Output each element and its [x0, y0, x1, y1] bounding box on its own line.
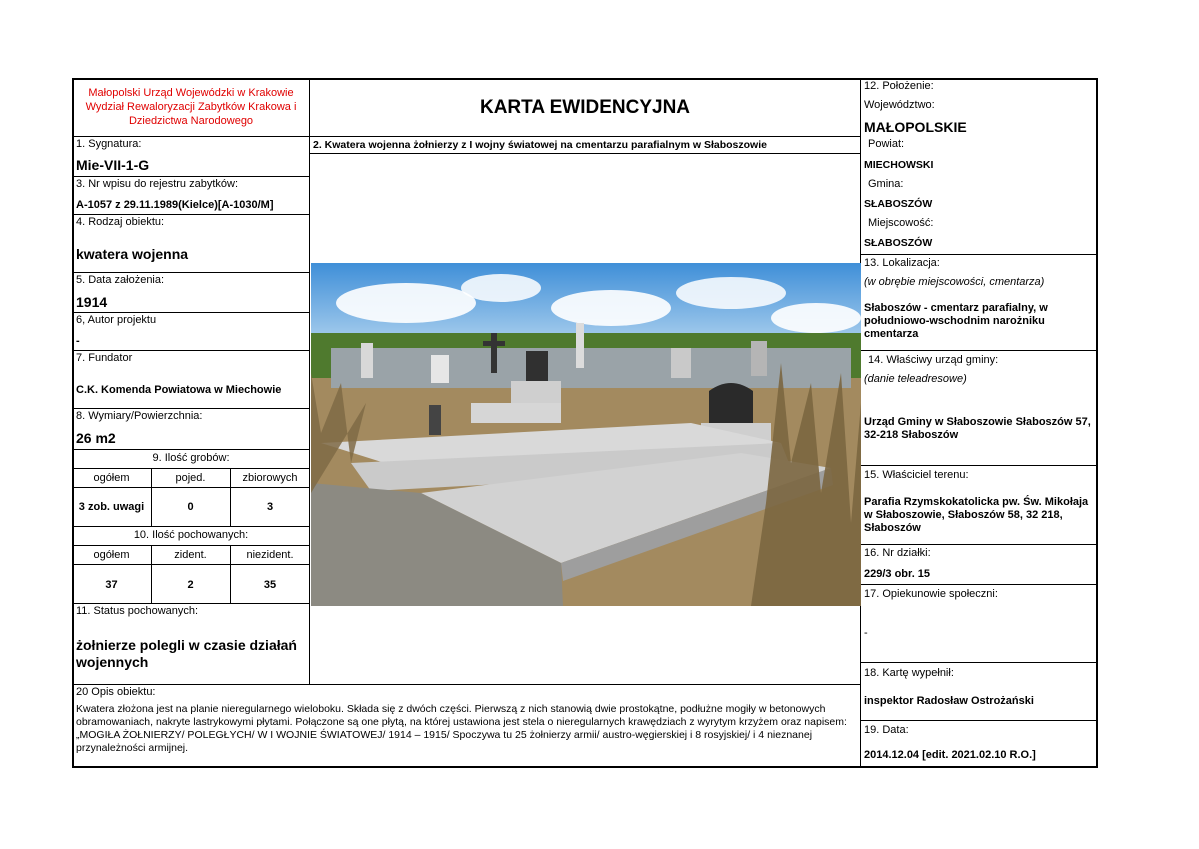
rodzaj-label: 4. Rodzaj obiektu:: [76, 216, 165, 228]
data-zalozenia-label: 5. Data założenia:: [76, 274, 165, 286]
divider: [72, 684, 860, 685]
pochowani-header: zident.: [174, 549, 207, 561]
divider: [72, 468, 310, 469]
pochowani-header: niezident.: [246, 549, 294, 561]
urzad-value: Urząd Gminy w Słaboszowie Słaboszów 57, 32-218 Słaboszów: [864, 416, 1091, 441]
lokalizacja-value: Słaboszów - cmentarz parafialny, w południowo-wschodnim narożniku cmentarza: [864, 302, 1048, 340]
dzialka-label: 16. Nr działki:: [864, 547, 931, 559]
sygnatura-label: 1. Sygnatura:: [76, 138, 142, 150]
office-name: Małopolski Urząd Wojewódzki w Krakowie Wydział Rewaloryzacji Zabytków Krakowa i Dziedzictwa Narodowego: [85, 87, 297, 127]
divider: [72, 312, 310, 313]
opis-label: 20 Opis obiektu:: [76, 686, 156, 698]
divider: [72, 350, 310, 351]
divider: [860, 662, 1098, 663]
divider: [72, 214, 310, 215]
divider: [72, 564, 310, 565]
lokalizacja-hint: (w obrębie miejscowości, cmentarza): [864, 276, 1045, 288]
pochowani-label: 10. Ilość pochowanych:: [133, 529, 249, 541]
nr-wpisu-value: A-1057 z 29.11.1989(Kielce)[A-1030/M]: [76, 199, 274, 211]
wojewodztwo-label: Województwo:: [864, 99, 935, 111]
wymiary-value: 26 m2: [76, 430, 116, 446]
wymiary-label: 8. Wymiary/Powierzchnia:: [76, 410, 203, 422]
pochowani-value: 2: [187, 579, 194, 591]
polozenie-label: 12. Położenie:: [864, 80, 934, 92]
divider: [72, 487, 310, 488]
wypelnil-label: 18. Kartę wypełnił:: [864, 667, 954, 679]
status-value: żołnierze polegli w czasie działań wojennych: [76, 637, 297, 670]
divider: [72, 603, 310, 604]
groby-value: 3: [266, 501, 274, 513]
nr-wpisu-label: 3. Nr wpisu do rejestru zabytków:: [76, 178, 239, 190]
miejscowosc-label: Miejscowość:: [868, 217, 934, 229]
wlasciciel-value: Parafia Rzymskokatolicka pw. Św. Mikołaja w Słaboszowie, Słaboszów 58, 32 218, Słaboszów: [864, 496, 1089, 534]
data-zalozenia-value: 1914: [76, 294, 108, 310]
urzad-hint: (danie teleadresowe): [864, 373, 967, 385]
pochowani-value: 35: [263, 579, 277, 591]
divider: [72, 176, 310, 177]
opiekunowie-label: 17. Opiekunowie społeczni:: [864, 588, 998, 600]
groby-header: zbiorowych: [242, 472, 298, 484]
divider: [860, 254, 1098, 255]
divider: [860, 720, 1098, 721]
divider: [72, 545, 310, 546]
divider: [860, 584, 1098, 585]
divider: [72, 408, 310, 409]
pochowani-header: ogółem: [93, 549, 130, 561]
divider: [72, 136, 860, 137]
card-title: KARTA EWIDENCYJNA: [479, 97, 691, 118]
wypelnil-value: inspektor Radosław Ostrożański: [864, 695, 1034, 707]
divider: [72, 526, 310, 527]
groby-header: ogółem: [93, 472, 130, 484]
powiat-label: Powiat:: [868, 138, 905, 150]
object-title: 2. Kwatera wojenna żołnierzy z I wojny światowej na cmentarzu parafialnym w Słaboszowie: [313, 139, 767, 151]
miejscowosc-value: SŁABOSZÓW: [864, 237, 933, 249]
fundator-value: C.K. Komenda Powiatowa w Miechowie: [76, 384, 282, 396]
divider: [309, 78, 310, 684]
opis-text: Kwatera złożona jest na planie nieregularnego wieloboku. Składa się z dwóch części. Pierwszą z nich stanowią dwie prostokątne, podłużne mogiły w betonowych obramowaniach, nakryte lastrykowymi płytami. Połączone są one płytą, na której ustawiona jest stela o nieregularnych krawędziach z wyrytym krzyżem oraz napisem: „MOGIŁA ŻOŁNIERZY/ POLEGŁYCH/ W I WOJNIE ŚWIATOWEJ/ 1914 – 1915/ Spoczywa tu 25 żołnierzy armii/ austro-węgierskiej i 8 rosyjskiej/ i 4 nieznanej przynależności armijnej.: [76, 703, 847, 754]
wojewodztwo-value: MAŁOPOLSKIE: [864, 119, 967, 135]
opiekunowie-value: -: [864, 627, 868, 639]
groby-value: 0: [187, 501, 194, 513]
gmina-value: SŁABOSZÓW: [864, 198, 933, 210]
wlasciciel-label: 15. Właściciel terenu:: [864, 469, 969, 481]
fundator-label: 7. Fundator: [76, 352, 133, 364]
divider: [309, 153, 860, 154]
divider: [72, 272, 310, 273]
status-label: 11. Status pochowanych:: [76, 605, 199, 617]
gmina-label: Gmina:: [868, 178, 904, 190]
groby-value: 3 zob. uwagi: [78, 501, 145, 513]
pochowani-value: 37: [105, 579, 118, 591]
divider: [860, 465, 1098, 466]
powiat-value: MIECHOWSKI: [864, 159, 934, 171]
groby-header: pojed.: [175, 472, 206, 484]
divider: [860, 350, 1098, 351]
rodzaj-value: kwatera wojenna: [76, 246, 189, 262]
autor-label: 6, Autor projektu: [76, 314, 157, 326]
cemetery-photo: [311, 263, 861, 606]
data-label: 19. Data:: [864, 724, 909, 736]
autor-value: -: [76, 335, 80, 347]
urzad-label: 14. Właściwy urząd gminy:: [868, 354, 999, 366]
divider: [860, 544, 1098, 545]
divider: [72, 449, 310, 450]
dzialka-value: 229/3 obr. 15: [864, 568, 931, 580]
lokalizacja-label: 13. Lokalizacja:: [864, 257, 940, 269]
groby-label: 9. Ilość grobów:: [152, 452, 230, 464]
data-value: 2014.12.04 [edit. 2021.02.10 R.O.]: [864, 749, 1036, 761]
sygnatura-value: Mie-VII-1-G: [76, 157, 150, 173]
